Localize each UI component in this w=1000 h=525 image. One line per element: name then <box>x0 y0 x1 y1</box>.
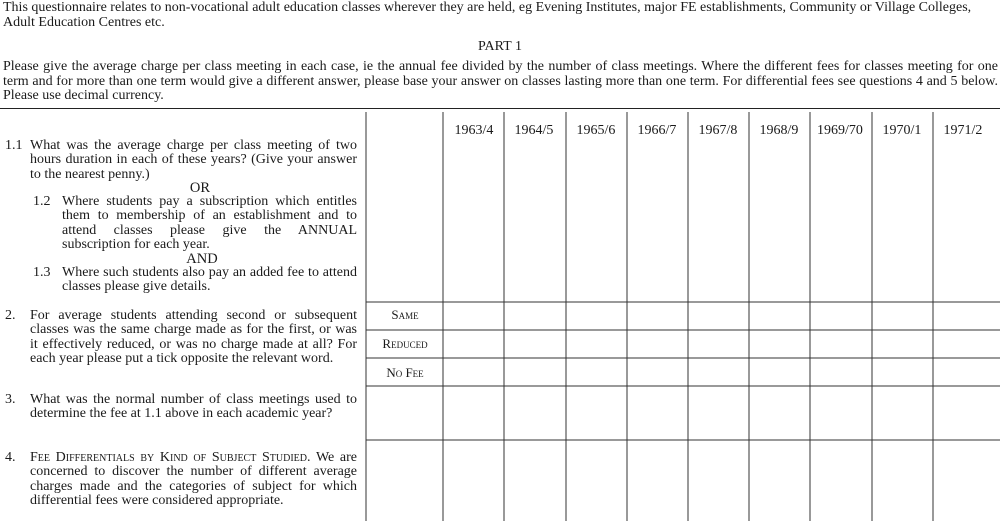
year-header: 1969/70 <box>817 123 863 138</box>
question-2-text: For average students attending second or subsequent classes was the same charge made as for the first, or was it effectively reduced, or was no charge made at all? For each year please put a tick opposite the relevant word. <box>30 308 357 366</box>
instructions-text: Please give the average charge per class meeting in each case, ie the annual fee divided by the number of class meetings. Where the different fees for classes meeting for one term and for more than one term would give a different answer, please base your answer on classes lasting more than one term. For differential fees see questions 4 and 5 below. Please use decimal currency. <box>3 59 998 103</box>
or-separator: OR <box>189 180 211 196</box>
question-2-number: 2. <box>5 308 16 323</box>
question-1-2-number: 1.2 <box>33 194 51 209</box>
question-1-2 <box>33 195 357 255</box>
question-1-3 <box>33 266 357 298</box>
year-header: 1967/8 <box>698 123 738 138</box>
option-no-fee: No Fee <box>386 365 424 380</box>
year-header: 1970/1 <box>882 123 922 138</box>
year-header: 1971/2 <box>943 123 983 138</box>
and-separator: AND <box>186 251 218 267</box>
question-3-text: What was the normal number of class meetings used to determine the fee at 1.1 above in each academic year? <box>30 392 357 422</box>
question-1-3-text: Where such students also pay an added fee to attend classes please give details. <box>62 265 357 295</box>
question-4 <box>5 451 357 525</box>
header-rule <box>0 108 1000 109</box>
question-1-3-number: 1.3 <box>33 265 51 280</box>
question-1-number: 1.1 <box>5 138 23 153</box>
year-header: 1966/7 <box>637 123 677 138</box>
year-header: 1964/5 <box>514 123 554 138</box>
question-4-number: 4. <box>5 450 16 465</box>
question-3-number: 3. <box>5 392 16 407</box>
question-1-2-text: Where students pay a subscription which entitles them to membership of an establishment and to attend classes please give the ANNUAL subscription for each year. <box>62 194 357 252</box>
question-4-text: We are concerned to discover the number of different average charges made and the categories of subject for which differential fees were considered appropriate. <box>30 450 357 508</box>
option-same: Same <box>391 307 419 322</box>
question-3 <box>5 393 357 437</box>
year-header: 1968/9 <box>759 123 799 138</box>
intro-text: This questionnaire relates to non-vocational adult education classes wherever they are held, eg Evening Institutes, major FE establishments, Community or Village Colleges, Adult Education Centres etc. <box>3 0 972 30</box>
option-reduced: Reduced <box>382 336 428 351</box>
question-1-text: What was the average charge per class meeting of two hours duration in each of these years? (Give your answer to the nearest penny.) <box>30 138 357 182</box>
year-header: 1963/4 <box>454 123 494 138</box>
part-title: PART 1 <box>478 39 522 54</box>
question-4-heading: Fee Differentials by Kind of Subject Studied. <box>30 450 311 465</box>
question-2 <box>5 309 357 381</box>
year-header: 1965/6 <box>576 123 616 138</box>
